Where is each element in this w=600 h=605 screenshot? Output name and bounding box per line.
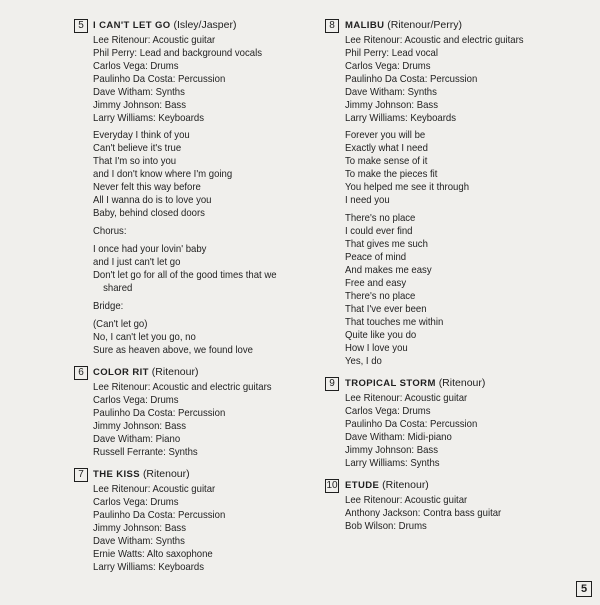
track-block bbox=[74, 365, 324, 459]
lyric-line: Free and easy bbox=[345, 278, 407, 289]
lyric-line: How I love you bbox=[345, 343, 408, 354]
lyric-line: Can't believe it's true bbox=[93, 143, 182, 154]
lyric-stanza bbox=[345, 129, 586, 207]
lyric-line: I could ever find bbox=[345, 226, 413, 237]
credit-line: Anthony Jackson: Contra bass guitar bbox=[345, 508, 502, 519]
track-heading bbox=[93, 365, 324, 380]
credit-line: Ernie Watts: Alto saxophone bbox=[93, 549, 213, 560]
right-column bbox=[326, 18, 586, 541]
track-composer: (Ritenour) bbox=[142, 468, 190, 480]
track-composer: (Ritenour) bbox=[151, 366, 199, 378]
lyric-line: I once had your lovin' baby bbox=[93, 244, 207, 255]
track-number-box: 9 bbox=[325, 377, 339, 391]
track-number-box: 5 bbox=[74, 19, 88, 33]
credit-line: Larry Williams: Synths bbox=[345, 458, 440, 469]
credit-line: Paulinho Da Costa: Percussion bbox=[93, 408, 226, 419]
lyric-line: Never felt this way before bbox=[93, 182, 201, 193]
track-number-box: 8 bbox=[325, 19, 339, 33]
lyric-line: That I'm so into you bbox=[93, 156, 177, 167]
lyric-line: Forever you will be bbox=[345, 130, 426, 141]
lyric-line: shared bbox=[103, 283, 133, 294]
lyric-line: To make the pieces fit bbox=[345, 169, 438, 180]
track-composer: (Ritenour/Perry) bbox=[387, 19, 462, 31]
credit-line: Jimmy Johnson: Bass bbox=[345, 445, 438, 456]
lyric-line: Chorus: bbox=[93, 226, 127, 237]
track-block bbox=[326, 478, 586, 533]
track-block bbox=[74, 467, 324, 574]
lyric-line: That gives me such bbox=[345, 239, 428, 250]
credit-line: Phil Perry: Lead vocal bbox=[345, 48, 438, 59]
credit-line: Dave Witham: Midi-piano bbox=[345, 432, 452, 443]
credit-line: Carlos Vega: Drums bbox=[345, 61, 431, 72]
track-number-box: 10 bbox=[326, 480, 338, 491]
credit-line: Lee Ritenour: Acoustic guitar bbox=[345, 495, 468, 506]
credit-line: Lee Ritenour: Acoustic guitar bbox=[93, 484, 216, 495]
lyric-line: To make sense of it bbox=[345, 156, 428, 167]
credit-line: Dave Witham: Synths bbox=[93, 87, 185, 98]
lyric-stanza bbox=[345, 212, 586, 368]
credit-line: Paulinho Da Costa: Percussion bbox=[93, 510, 226, 521]
credit-line: Paulinho Da Costa: Percussion bbox=[93, 74, 226, 85]
credit-line: Dave Witham: Piano bbox=[93, 434, 181, 445]
track-block bbox=[326, 18, 586, 368]
credit-line: Russell Ferrante: Synths bbox=[93, 447, 198, 458]
lyric-line: There's no place bbox=[345, 213, 416, 224]
lyric-stanza bbox=[93, 225, 324, 238]
credit-line: Larry Williams: Keyboards bbox=[345, 113, 457, 124]
credit-line: Paulinho Da Costa: Percussion bbox=[345, 74, 478, 85]
credit-line: Jimmy Johnson: Bass bbox=[93, 100, 186, 111]
track-heading bbox=[345, 376, 586, 391]
credits-list bbox=[345, 392, 586, 470]
track-composer: (Isley/Jasper) bbox=[173, 19, 237, 31]
credit-line: Larry Williams: Keyboards bbox=[93, 562, 205, 573]
credit-line: Jimmy Johnson: Bass bbox=[93, 421, 186, 432]
credit-line: Lee Ritenour: Acoustic and electric guitars bbox=[345, 35, 524, 46]
credit-line: Dave Witham: Synths bbox=[93, 536, 185, 547]
track-heading bbox=[345, 478, 586, 493]
lyric-stanza bbox=[93, 129, 324, 220]
page-number: 5 bbox=[576, 581, 592, 597]
lyric-line: Baby, behind closed doors bbox=[93, 208, 205, 219]
track-title: I CAN'T LET GO bbox=[93, 20, 171, 31]
track-heading bbox=[345, 18, 586, 33]
credits-list bbox=[345, 494, 586, 533]
credit-line: Bob Wilson: Drums bbox=[345, 521, 427, 532]
credit-line: Larry Williams: Keyboards bbox=[93, 113, 205, 124]
credit-line: Lee Ritenour: Acoustic guitar bbox=[93, 35, 216, 46]
credit-line: Paulinho Da Costa: Percussion bbox=[345, 419, 478, 430]
lyric-line: You helped me see it through bbox=[345, 182, 470, 193]
lyric-line: Quite like you do bbox=[345, 330, 417, 341]
credit-line: Jimmy Johnson: Bass bbox=[345, 100, 438, 111]
credit-line: Carlos Vega: Drums bbox=[345, 406, 431, 417]
track-number-box: 6 bbox=[74, 366, 88, 380]
credit-line: Jimmy Johnson: Bass bbox=[93, 523, 186, 534]
lyric-line: That I've ever been bbox=[345, 304, 427, 315]
lyric-line: All I wanna do is to love you bbox=[93, 195, 212, 206]
credits-list bbox=[93, 483, 324, 574]
lyric-line: That touches me within bbox=[345, 317, 444, 328]
track-heading bbox=[93, 467, 324, 482]
credit-line: Carlos Vega: Drums bbox=[93, 61, 179, 72]
left-column bbox=[74, 18, 324, 582]
credits-list bbox=[345, 34, 586, 125]
lyric-line: Bridge: bbox=[93, 301, 124, 312]
track-block bbox=[326, 376, 586, 470]
lyric-line: I need you bbox=[345, 195, 390, 206]
track-block bbox=[74, 18, 324, 357]
lyric-line: and I just can't let go bbox=[93, 257, 181, 268]
lyric-stanza bbox=[93, 318, 324, 357]
lyric-line: (Can't let go) bbox=[93, 319, 148, 330]
lyric-line: No, I can't let you go, no bbox=[93, 332, 196, 343]
track-heading bbox=[93, 18, 324, 33]
track-number-box: 7 bbox=[74, 468, 88, 482]
track-title: THE KISS bbox=[93, 469, 141, 480]
credit-line: Lee Ritenour: Acoustic and electric guitars bbox=[93, 382, 272, 393]
lyric-stanza bbox=[93, 243, 324, 295]
credits-list bbox=[93, 381, 324, 459]
lyrics-block bbox=[345, 129, 586, 368]
credit-line: Dave Witham: Synths bbox=[345, 87, 437, 98]
credit-line: Phil Perry: Lead and background vocals bbox=[93, 48, 262, 59]
lyric-line: Sure as heaven above, we found love bbox=[93, 345, 253, 356]
track-title: MALIBU bbox=[345, 20, 385, 31]
lyric-line: There's no place bbox=[345, 291, 416, 302]
lyrics-block bbox=[93, 129, 324, 357]
credit-line: Lee Ritenour: Acoustic guitar bbox=[345, 393, 468, 404]
track-title: TROPICAL STORM bbox=[345, 378, 436, 389]
lyric-stanza bbox=[93, 300, 324, 313]
credit-line: Carlos Vega: Drums bbox=[93, 497, 179, 508]
lyric-line: Peace of mind bbox=[345, 252, 407, 263]
track-title: COLOR RIT bbox=[93, 367, 149, 378]
track-title: ETUDE bbox=[345, 480, 380, 491]
lyric-line: Yes, I do bbox=[345, 356, 382, 367]
lyric-line: and I don't know where I'm going bbox=[93, 169, 233, 180]
credits-list bbox=[93, 34, 324, 125]
track-composer: (Ritenour) bbox=[438, 377, 486, 389]
lyric-line: Don't let go for all of the good times that we bbox=[93, 270, 277, 281]
credit-line: Carlos Vega: Drums bbox=[93, 395, 179, 406]
lyric-line: Everyday I think of you bbox=[93, 130, 190, 141]
lyric-line: Exactly what I need bbox=[345, 143, 428, 154]
lyric-line: And makes me easy bbox=[345, 265, 432, 276]
track-composer: (Ritenour) bbox=[382, 479, 429, 491]
